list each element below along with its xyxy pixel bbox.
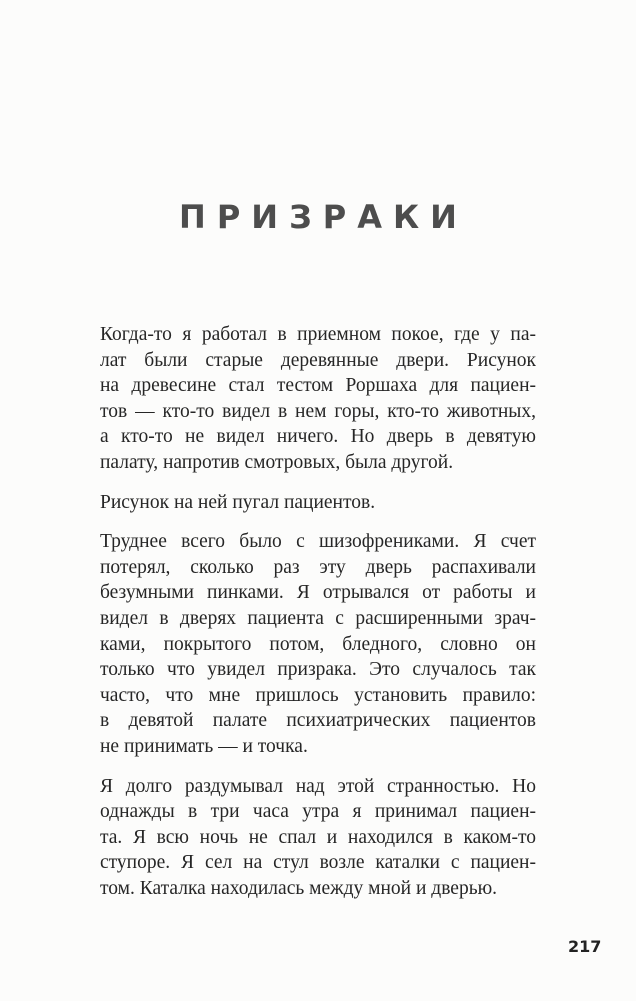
paragraph: [100, 490, 536, 516]
text-line: на древесине стал тестом Роршаха для пациен-: [100, 375, 536, 397]
text-line: часто, что мне пришлось установить правило:: [100, 684, 536, 706]
body-text: [100, 322, 536, 915]
text-line: не принимать — и точка.: [100, 735, 308, 757]
text-line: Когда-то я работал в приемном покое, где у па-: [100, 324, 536, 345]
text-line: Труднее всего было с шизофрениками. Я счет: [100, 531, 536, 553]
text-line: тов — кто-то видел в нем горы, кто-то животных,: [100, 400, 536, 422]
text-line: видел в дверях пациента с расширенными зрач-: [100, 607, 536, 629]
text-line: ками, покрытого потом, бледного, словно он: [100, 633, 536, 655]
text-line: том. Каталка находилась между мной и дверью.: [100, 877, 498, 899]
paragraph: [100, 322, 536, 476]
text-line: однажды в три часа утра я принимал пациен-: [100, 801, 536, 823]
paragraph: [100, 529, 536, 759]
page-number: 217: [568, 937, 602, 956]
text-line: ступоре. Я сел на стул возле каталки с пациен-: [100, 852, 536, 874]
text-line: Рисунок на ней пугал пациентов.: [100, 491, 376, 513]
text-line: только что увидел призрака. Это случалось так: [100, 659, 536, 681]
paragraph: [100, 774, 536, 902]
text-line: лат были старые деревянные двери. Рисунок: [100, 349, 536, 371]
text-line: безумными пинками. Я отрывался от работы и: [100, 582, 536, 604]
text-line: та. Я всю ночь не спал и находился в каком-то: [100, 826, 536, 848]
text-line: в девятой палате психиатрических пациентов: [100, 710, 536, 732]
text-line: Я долго раздумывал над этой странностью. Но: [100, 775, 536, 797]
chapter-title: ПРИЗРАКИ: [179, 198, 468, 236]
text-line: а кто-то не видел ничего. Но дверь в девятую: [100, 426, 536, 448]
text-line: потерял, сколько раз эту дверь распахивали: [100, 556, 536, 578]
text-line: палату, напротив смотровых, была другой.: [100, 451, 454, 473]
